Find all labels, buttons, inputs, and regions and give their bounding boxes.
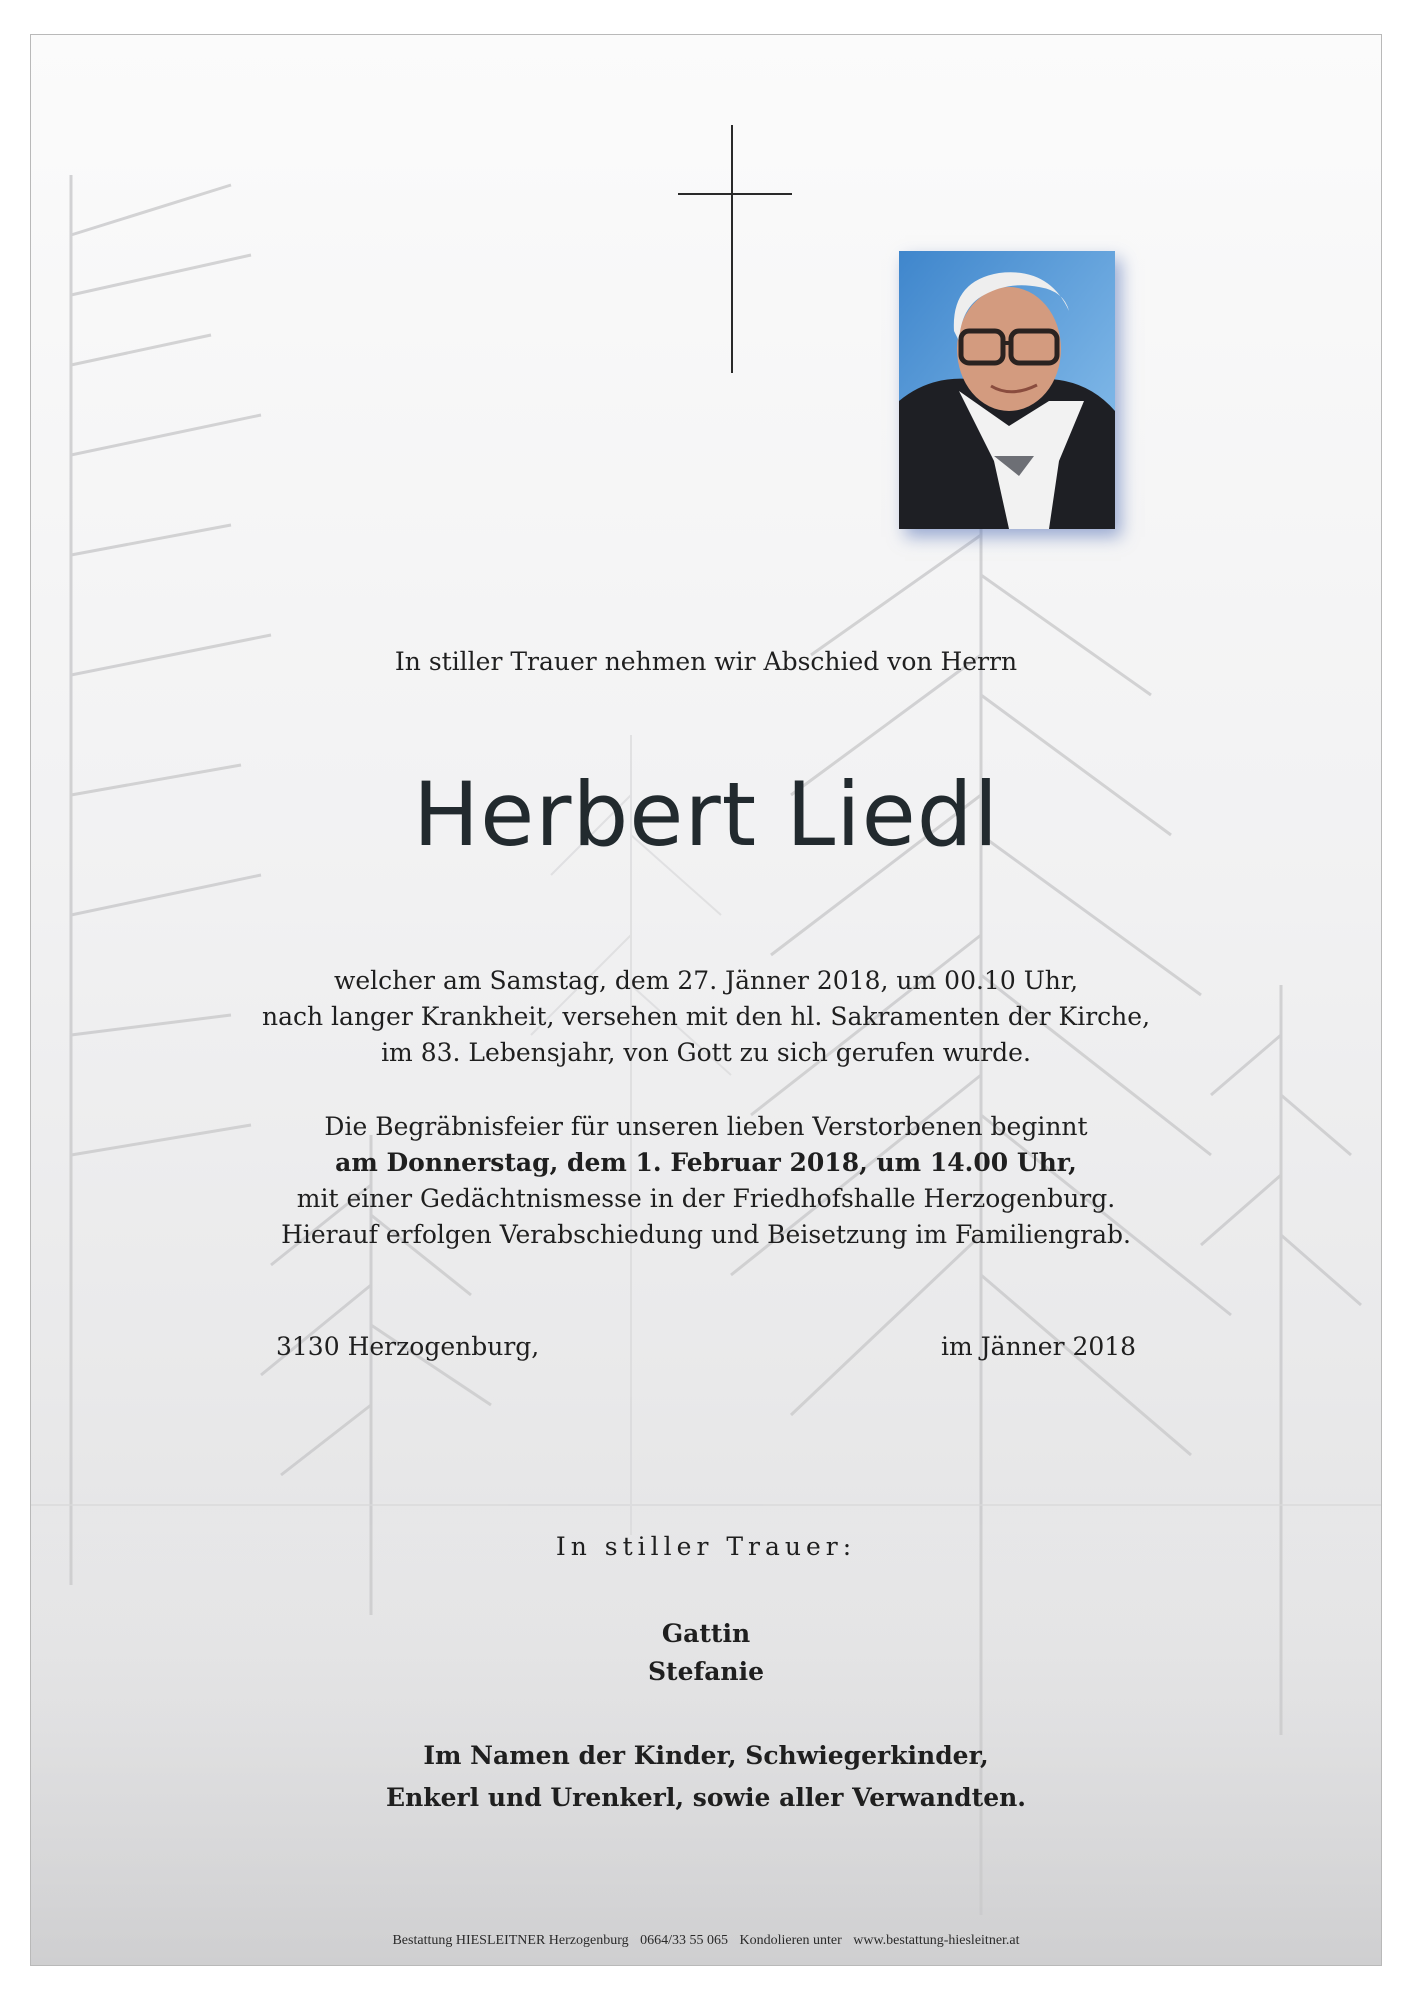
death-line: im 83. Lebensjahr, von Gott zu sich gerufen wurde.	[381, 1038, 1031, 1067]
funeral-line: mit einer Gedächtnismesse in der Friedhofshalle Herzogenburg.	[296, 1184, 1116, 1213]
spouse-relation: Gattin	[661, 1619, 751, 1648]
family-block	[31, 1735, 1381, 1819]
funeral-home-name: Bestattung HIESLEITNER Herzogenburg	[392, 1933, 629, 1948]
funeral-line: Die Begräbnisfeier für unseren lieben Verstorbenen beginnt	[324, 1112, 1088, 1141]
death-line: nach langer Krankheit, versehen mit den hl. Sakramenten der Kirche,	[261, 1002, 1151, 1031]
obituary-page	[30, 34, 1382, 1966]
funeral-home-phone: 0664/33 55 065	[640, 1933, 728, 1948]
spouse-name: Stefanie	[647, 1657, 765, 1686]
website-link[interactable]: www.bestattung-hiesleitner.at	[853, 1933, 1020, 1948]
funeral-date-line: am Donnerstag, dem 1. Februar 2018, um 14.00 Uhr,	[335, 1148, 1077, 1177]
funeral-details	[31, 1109, 1381, 1253]
family-line: Enkerl und Urenkerl, sowie aller Verwandten.	[386, 1783, 1026, 1812]
footer	[31, 1933, 1381, 1949]
portrait-photo	[899, 251, 1115, 529]
funeral-line: Hierauf erfolgen Verabschiedung und Beisetzung im Familiengrab.	[281, 1220, 1131, 1249]
condolence-label: Kondolieren unter	[739, 1933, 842, 1948]
death-line: welcher am Samstag, dem 27. Jänner 2018, um 00.10 Uhr,	[333, 966, 1079, 995]
date-text: im Jänner 2018	[941, 1332, 1137, 1361]
death-details	[31, 963, 1381, 1071]
spouse-block	[31, 1615, 1381, 1691]
intro-text: In stiller Trauer nehmen wir Abschied von Herrn	[394, 647, 1018, 676]
place-text: 3130 Herzogenburg,	[276, 1332, 540, 1361]
family-line: Im Namen der Kinder, Schwiegerkinder,	[423, 1741, 989, 1770]
mourners-heading: In stiller Trauer:	[555, 1532, 857, 1561]
deceased-name: Herbert Liedl	[412, 763, 1000, 866]
